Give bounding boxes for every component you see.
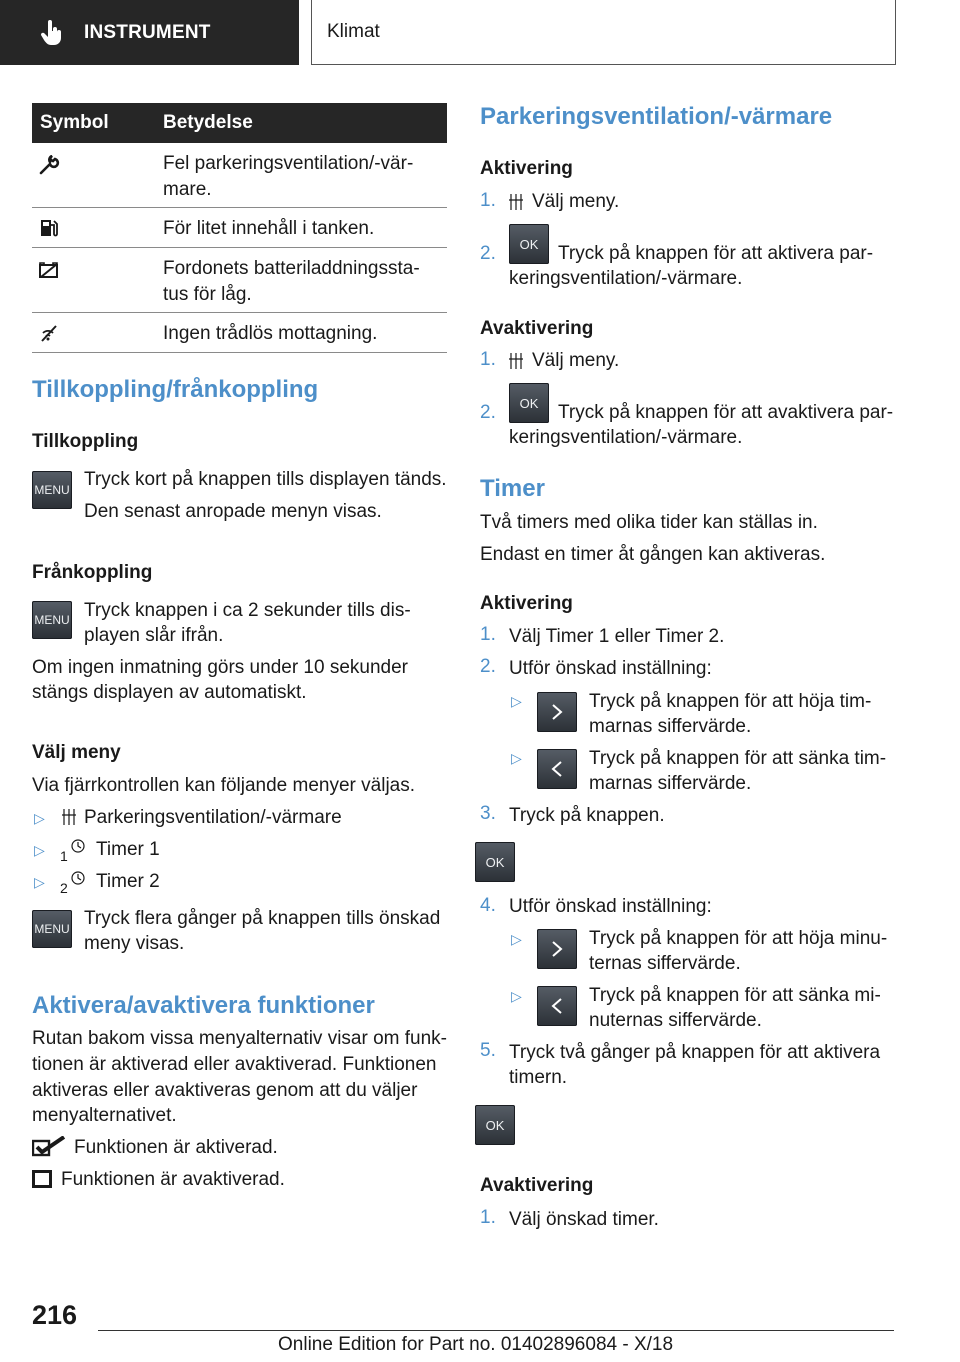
step-text: Tryck på knappen för att avaktivera par- (558, 402, 894, 423)
footer-edition: Online Edition for Part no. 01402896084 - X/18 (278, 1334, 674, 1355)
heading-timer-avaktivering: Avaktivering (480, 1175, 594, 1196)
sub-step-text: nuternas siffervärde. (589, 1010, 762, 1031)
step-text: timern. (509, 1067, 568, 1088)
fuel-pump-icon (38, 218, 60, 238)
bullet-triangle-icon: ▷ (511, 988, 522, 1004)
arrow-right-button-image (537, 929, 577, 969)
wrench-icon (38, 155, 60, 175)
valj-meny-intro: Via fjärrkontrollen kan följande menyer väljas. (32, 775, 416, 796)
aktivera-text-1: Rutan bakom vissa menyalternativ visar om funk- (32, 1028, 447, 1049)
step-text: keringsventilation/-värmare. (509, 268, 743, 289)
section-title-parkering: Parkeringsventilation/-värmare (480, 103, 833, 130)
table-header-meaning: Betydelse (163, 112, 253, 133)
deactivated-text: Funktionen är avaktiverad. (61, 1169, 285, 1190)
frankoppling-text-1: Tryck knappen i ca 2 sekunder tills dis- (84, 600, 411, 621)
sub-step-text: Tryck på knappen för att höja minu- (589, 928, 888, 949)
step-text: Tryck två gånger på knappen för att aktivera (509, 1042, 881, 1063)
frankoppling-text-2: playen slår ifrån. (84, 625, 224, 646)
table-row-text: Fordonets batteriladdningssta- (163, 258, 420, 279)
table-row (32, 248, 447, 313)
table-row (32, 208, 447, 248)
sub-step-text: Tryck på knappen för att höja tim- (589, 691, 872, 712)
symbol-table (32, 103, 447, 353)
table-row-text: tus för låg. (163, 284, 252, 305)
sub-step-text: Tryck på knappen för att sänka tim- (589, 748, 887, 769)
step-text: Utför önskad inställning: (509, 658, 712, 679)
table-row-text: Fel parkeringsventilation/-vär- (163, 153, 414, 174)
heading-avaktivering: Avaktivering (480, 318, 594, 339)
no-signal-icon (38, 323, 60, 343)
ventilation-icon (509, 192, 523, 212)
hand-pointer-icon (40, 20, 64, 46)
menu-button-image: MENU (32, 910, 72, 948)
step-number: 1. (480, 1207, 496, 1228)
menu-button-image: MENU (32, 471, 72, 509)
aktivera-text-3: aktiveras eller avaktiveras genom att du väljer (32, 1080, 418, 1101)
table-row-text: mare. (163, 179, 212, 200)
bullet-triangle-icon: ▷ (511, 750, 522, 766)
page-number: 216 (32, 1300, 78, 1330)
step-number: 2. (480, 656, 496, 677)
menu-item-ventilation: Parkeringsventilation/-värmare (84, 807, 342, 828)
activated-text: Funktionen är aktiverad. (74, 1137, 278, 1158)
arrow-right-button-image (537, 692, 577, 732)
bullet-triangle-icon: ▷ (34, 874, 45, 890)
arrow-left-button-image (537, 749, 577, 789)
chevron-left-icon (550, 760, 564, 778)
aktivera-text-2: tionen är aktiverad eller avaktiverad. Funktionen (32, 1054, 437, 1075)
aktivera-text-4: menyalternativet. (32, 1105, 177, 1126)
step-text: Välj meny. (532, 350, 620, 371)
bullet-triangle-icon: ▷ (34, 810, 45, 826)
timer-intro-2: Endast en timer åt gången kan aktiveras. (480, 544, 826, 565)
ok-button-image: OK (475, 1105, 515, 1145)
step-number: 1. (480, 190, 496, 211)
ok-button-image: OK (509, 224, 549, 264)
heading-frankoppling: Frånkoppling (32, 562, 153, 583)
step-number: 2. (480, 402, 496, 423)
footer-divider (98, 1330, 894, 1331)
step-text: Utför önskad inställning: (509, 896, 712, 917)
sub-step-text: marnas siffervärde. (589, 773, 752, 794)
step-text: Tryck på knappen. (509, 805, 665, 826)
flera-ganger-text-1: Tryck flera gånger på knappen tills önskad (84, 908, 441, 929)
tillkoppling-text-2: Den senast anropade menyn visas. (84, 501, 382, 522)
bullet-triangle-icon: ▷ (34, 842, 45, 858)
heading-timer-aktivering: Aktivering (480, 593, 573, 614)
table-row-text: För litet innehåll i tanken. (163, 218, 375, 239)
menu-item-timer-2: Timer 2 (96, 871, 160, 892)
step-text: keringsventilation/-värmare. (509, 427, 743, 448)
step-number: 5. (480, 1040, 496, 1061)
step-text: Välj Timer 1 eller Timer 2. (509, 626, 725, 647)
ventilation-icon (62, 807, 76, 827)
step-number: 4. (480, 895, 496, 916)
clock-icon (70, 838, 86, 854)
step-text: Tryck på knappen för att aktivera par- (558, 243, 874, 264)
table-row (32, 313, 447, 353)
ok-button-image: OK (509, 383, 549, 423)
clock-icon (70, 870, 86, 886)
chevron-right-icon (550, 940, 564, 958)
bullet-triangle-icon: ▷ (511, 693, 522, 709)
timeout-text-2: stängs displayen av automatiskt. (32, 682, 307, 703)
timeout-text-1: Om ingen inmatning görs under 10 sekunder (32, 657, 409, 678)
menu-item-timer-1: Timer 1 (96, 839, 160, 860)
ventilation-icon (509, 351, 523, 371)
header-chapter (311, 0, 896, 65)
header-chapter-title: Klimat (327, 21, 380, 42)
step-text: Välj önskad timer. (509, 1209, 659, 1230)
step-number: 3. (480, 803, 496, 824)
heading-tillkoppling: Tillkoppling (32, 431, 139, 452)
sub-step-text: marnas siffervärde. (589, 716, 752, 737)
battery-icon (38, 260, 60, 280)
heading-aktivering: Aktivering (480, 158, 573, 179)
section-title-aktivera: Aktivera/avaktivera funktioner (32, 992, 375, 1019)
header-section-tab (0, 0, 299, 65)
table-header (32, 103, 447, 143)
checked-box-icon (32, 1136, 66, 1158)
step-number: 2. (480, 243, 496, 264)
arrow-left-button-image (537, 986, 577, 1026)
sub-step-text: Tryck på knappen för att sänka mi- (589, 985, 881, 1006)
section-title-tillkoppling: Tillkoppling/frånkoppling (32, 376, 319, 403)
heading-valj-meny: Välj meny (32, 742, 121, 763)
chevron-left-icon (550, 997, 564, 1015)
chevron-right-icon (550, 703, 564, 721)
table-row (32, 143, 447, 208)
section-title-timer: Timer (480, 475, 545, 502)
header-section-title: INSTRUMENT (84, 21, 211, 43)
menu-button-image: MENU (32, 601, 72, 639)
timer-intro-1: Två timers med olika tider kan ställas in. (480, 512, 818, 533)
table-row-text: Ingen trådlös mottagning. (163, 323, 378, 344)
tillkoppling-text-1: Tryck kort på knappen tills displayen tänds. (84, 469, 447, 490)
unchecked-box-icon (32, 1170, 52, 1188)
timer-prefix: 2 (60, 880, 68, 896)
flera-ganger-text-2: meny visas. (84, 933, 185, 954)
timer-prefix: 1 (60, 848, 68, 864)
ok-button-image: OK (475, 842, 515, 882)
table-header-symbol: Symbol (40, 112, 109, 133)
step-text: Välj meny. (532, 191, 620, 212)
bullet-triangle-icon: ▷ (511, 931, 522, 947)
step-number: 1. (480, 349, 496, 370)
sub-step-text: ternas siffervärde. (589, 953, 741, 974)
step-number: 1. (480, 624, 496, 645)
